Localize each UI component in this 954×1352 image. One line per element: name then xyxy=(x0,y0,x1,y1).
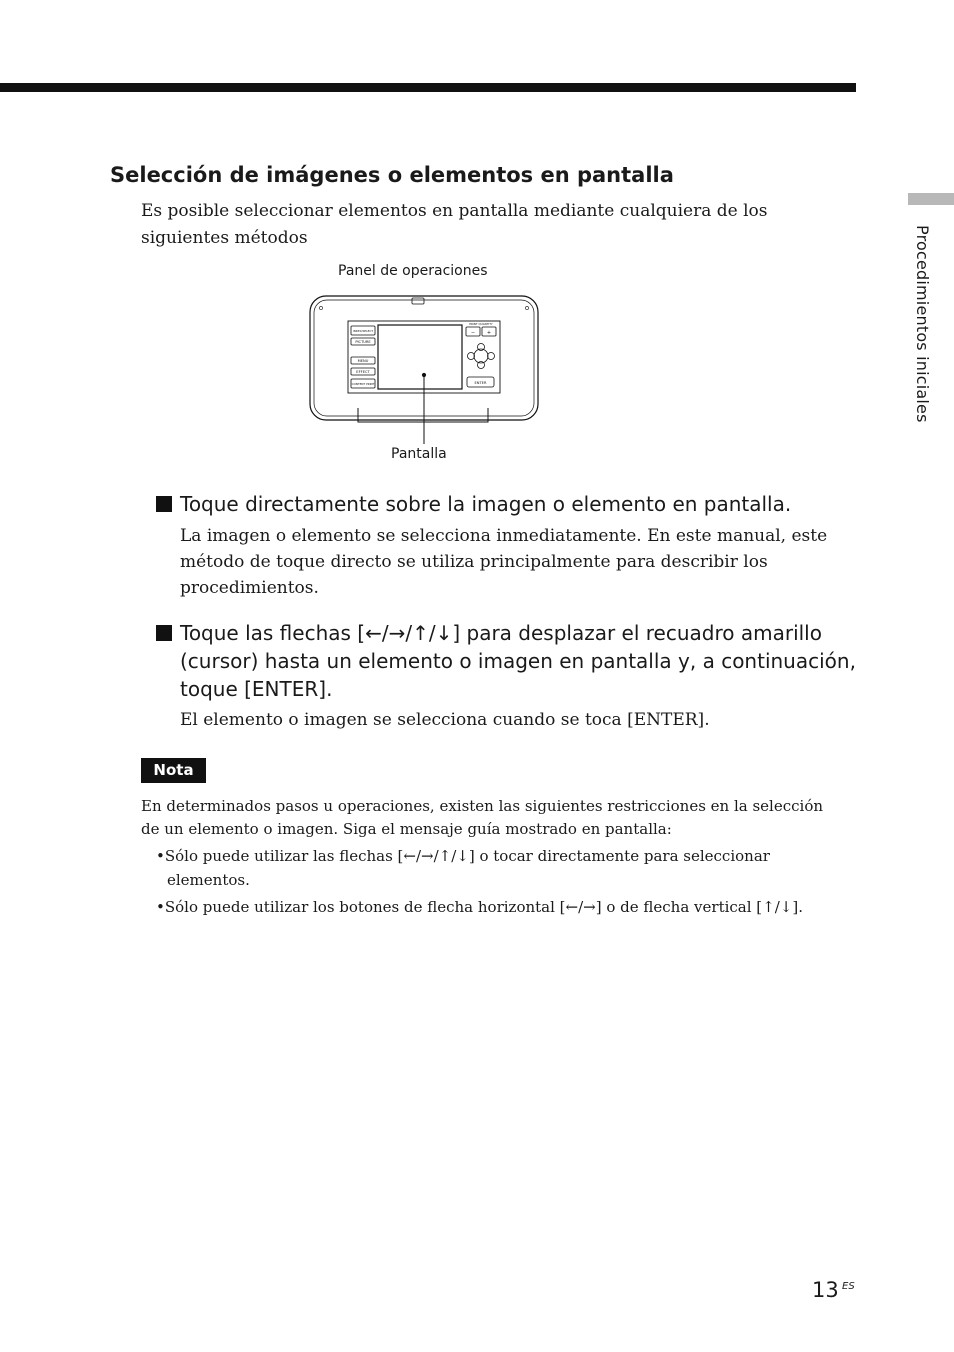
operation-panel-diagram xyxy=(306,292,542,452)
btn-enter-label: ENTER xyxy=(474,381,487,385)
btn-picture: PICTURE xyxy=(355,340,371,344)
method-1-heading: Toque directamente sobre la imagen o elemento en pantalla. xyxy=(156,490,846,518)
section-title: Selección de imágenes o elementos en pantalla xyxy=(110,163,674,187)
nota-item-1: •Sólo puede utilizar las flechas [←/→/↑/↓] o tocar directamente para seleccionar elementos. xyxy=(156,847,770,889)
btn-effect: EFFECT xyxy=(356,370,370,374)
nota-intro: En determinados pasos u operaciones, existen las siguientes restricciones en la selección de un elemento o imagen. Siga el mensaje guía mostrado en pantalla: xyxy=(141,797,824,838)
square-bullet-icon xyxy=(156,625,172,641)
caption-screen: Pantalla xyxy=(391,446,447,462)
label-print-quantity: PRINT QUANTITY xyxy=(469,322,493,326)
square-bullet-icon xyxy=(156,496,172,512)
screen-lcd xyxy=(378,325,462,389)
nota-text xyxy=(141,795,841,919)
nota-badge: Nota xyxy=(141,758,206,783)
btn-minus: − xyxy=(470,330,476,336)
btn-menu: MENU xyxy=(357,359,369,363)
top-rule xyxy=(0,83,856,92)
btn-content-print: CONTENT PRINT xyxy=(351,382,375,386)
intro-paragraph: Es posible seleccionar elementos en pantalla mediante cualquiera de los siguientes métodos xyxy=(141,201,768,248)
btn-index-select: INDEX/SELECT xyxy=(352,329,374,333)
btn-plus: + xyxy=(486,330,492,336)
side-tab-marker xyxy=(908,193,954,205)
nota-item-2: •Sólo puede utilizar los botones de flecha horizontal [←/→] o de flecha vertical [↑/↓]. xyxy=(156,898,803,916)
page-number: 13 xyxy=(812,1278,839,1302)
page-language: ES xyxy=(842,1281,855,1292)
method-1-body: La imagen o elemento se selecciona inmediatamente. En este manual, este método de toque directo se utiliza principalmente para describir los procedimientos. xyxy=(180,526,828,598)
caption-panel: Panel de operaciones xyxy=(338,263,488,279)
method-2-body: El elemento o imagen se selecciona cuando se toca [ENTER]. xyxy=(180,710,710,730)
side-section-label: Procedimientos iniciales xyxy=(913,225,932,423)
method-2-heading: Toque las flechas [←/→/↑/↓] para desplazar el recuadro amarillo (cursor) hasta un elemento o imagen en pantalla y, a continuación, toque [ENTER]. xyxy=(156,619,870,703)
